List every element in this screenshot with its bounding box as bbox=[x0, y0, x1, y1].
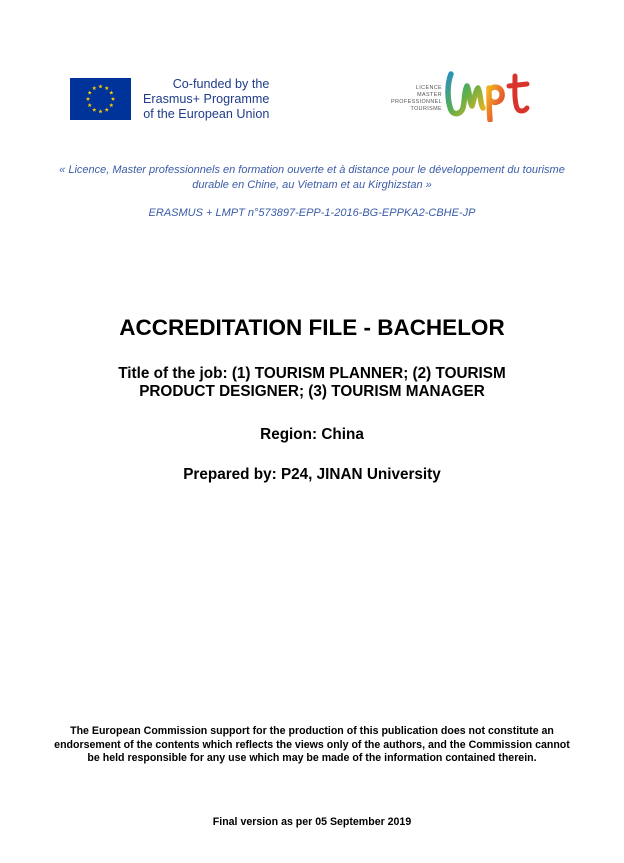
eu-flag-icon bbox=[70, 78, 131, 120]
eu-cofunded-text bbox=[143, 77, 269, 122]
lmpt-caption-line: PROFESSIONNEL bbox=[391, 99, 443, 105]
eu-cofunded-logo bbox=[70, 78, 269, 122]
lmpt-logo-caption bbox=[391, 85, 442, 113]
lmpt-caption-line: LICENCE bbox=[415, 85, 443, 91]
eu-text-line: Erasmus+ Programme bbox=[143, 92, 270, 106]
version-note: Final version as per 05 September 2019 bbox=[212, 816, 412, 828]
eu-text-line: Co-funded by the bbox=[172, 77, 270, 91]
lmpt-logo bbox=[391, 70, 535, 122]
prepared-by: Prepared by: P24, JINAN University bbox=[183, 466, 441, 483]
disclaimer: The European Commission support for the production of this publication does not constitute an endorsement of the contents which reflects the views only of the authors, and the Commission cannot be held responsible for any use which may be made of the information contained therein. bbox=[54, 725, 570, 764]
project-reference: ERASMUS + LMPT n°573897-EPP-1-2016-BG-EPPKA2-CBHE-JP bbox=[148, 207, 476, 219]
region: Region: China bbox=[260, 426, 364, 443]
lmpt-wordmark-icon bbox=[445, 70, 535, 122]
lmpt-caption-line: MASTER bbox=[417, 92, 443, 98]
eu-text-line: of the European Union bbox=[143, 107, 270, 121]
lmpt-caption-line: TOURISME bbox=[410, 106, 443, 112]
job-title: Title of the job: (1) TOURISM PLANNER; (2) TOURISM PRODUCT DESIGNER; (3) TOURISM MANAGER bbox=[118, 365, 506, 400]
document-title: ACCREDITATION FILE - BACHELOR bbox=[119, 315, 505, 340]
project-description: « Licence, Master professionnels en formation ouverte et à distance pour le développement du tourisme durable en Chine, au Vietnam et au Kirghizstan » bbox=[59, 164, 565, 191]
